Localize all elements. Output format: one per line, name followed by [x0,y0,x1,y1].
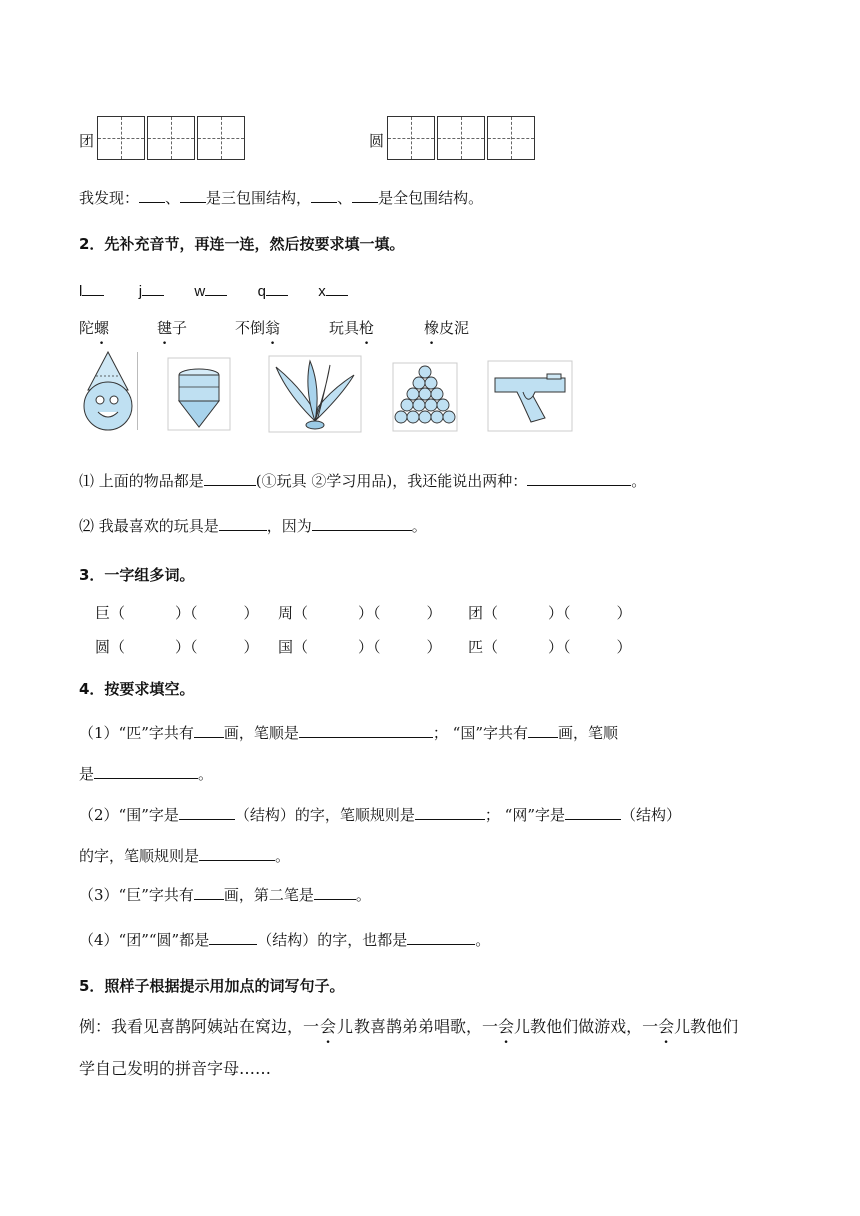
blank[interactable] [199,845,275,861]
blank[interactable] [194,722,224,738]
syllable-row [79,280,348,300]
grid-cell[interactable] [437,116,485,160]
grid-cell[interactable] [197,116,245,160]
blank[interactable] [352,187,378,203]
spinning-top-icon[interactable] [167,357,231,431]
section-2-title: 2．先补充音节，再连一连，然后按要求填一填。 [79,235,405,253]
discovery-line: 我发现： 、 是三包围结构， 、 是全包围结构。 [79,189,484,207]
word-group: 团（ ）（ ） [468,604,632,622]
toy-item[interactable]: 玩具枪 [329,319,375,337]
blank[interactable] [82,280,104,296]
grid-cell[interactable] [487,116,535,160]
example-sentence-cont: 学自己发明的拼音字母…… [79,1059,272,1078]
grid-cell[interactable] [387,116,435,160]
blank[interactable] [209,929,257,945]
toy-item[interactable]: 毽子 [157,319,188,337]
blank[interactable] [180,187,206,203]
question-4-1-cont: 是 。 [79,765,214,783]
syllable: w [194,283,206,300]
question-4-2-cont: 的字，笔顺规则是 。 [79,847,291,865]
blank[interactable] [311,187,337,203]
blank[interactable] [565,804,621,820]
question-4-4: （4）“团”“圆”都是 （结构）的字，也都是 。 [79,931,491,949]
blank[interactable] [205,280,227,296]
question-4-1: （1）“匹”字共有 画，笔顺是 ； “国”字共有 画，笔顺 [79,724,619,742]
section-4-title: 4．按要求填空。 [79,680,195,698]
blank[interactable] [312,515,412,531]
question-4-3: （3）“巨”字共有 画，第二笔是 。 [79,886,371,904]
toy-item[interactable]: 橡皮泥 [424,319,470,337]
question-2-2: ⑵ 我最喜欢的玩具是 ，因为 。 [79,517,427,535]
blank[interactable] [194,884,224,900]
blank[interactable] [219,515,267,531]
syllable: j [138,283,143,300]
blank[interactable] [139,187,165,203]
question-4-2: （2）“围”字是 （结构）的字，笔顺规则是 ； “网”字是 （结构） [79,806,682,824]
blank[interactable] [527,470,631,486]
grid-cell[interactable] [147,116,195,160]
blank[interactable] [179,804,235,820]
toy-item[interactable]: 陀螺 [79,319,110,337]
blank[interactable] [266,280,288,296]
writing-grid-tuan[interactable] [97,116,247,160]
word-group: 匹（ ）（ ） [468,638,632,656]
dotted-word: 一会儿 [482,1017,531,1036]
grid-char-yuan: 圆 [369,132,385,150]
blank[interactable] [326,280,348,296]
syllable: q [257,283,266,300]
clay-balls-icon[interactable] [392,362,458,432]
blank[interactable] [407,929,475,945]
section-3-title: 3．一字组多词。 [79,566,195,584]
question-2-1: ⑴ 上面的物品都是 (①玩具 ②学习用品)，我还能说出两种： 。 [79,472,647,490]
shuttlecock-icon[interactable] [268,355,362,433]
word-group: 周（ ）（ ） [278,604,442,622]
writing-grid-yuan[interactable] [387,116,537,160]
dotted-word: 一会儿 [642,1017,691,1036]
dotted-word: 一会儿 [303,1017,355,1036]
grid-char-tuan: 团 [79,132,95,150]
blank[interactable] [204,470,256,486]
blank[interactable] [314,884,356,900]
example-sentence: 例：我看见喜鹊阿姨站在窝边，一会儿教喜鹊弟弟唱歌，一会儿教他们做游戏，一会儿教他们 [79,1017,739,1036]
grid-cell[interactable] [97,116,145,160]
toy-gun-icon[interactable] [487,360,573,432]
syllable: l [79,283,83,300]
blank[interactable] [142,280,164,296]
divider [137,352,138,430]
toy-item[interactable]: 不倒翁 [235,319,281,337]
word-group: 国（ ）（ ） [278,638,442,656]
section-5-title: 5．照样子根据提示用加点的词写句子。 [79,977,345,995]
tumbler-doll-icon[interactable] [78,350,138,432]
syllable: x [318,283,326,300]
word-group: 圆（ ）（ ） [95,638,259,656]
blank[interactable] [528,722,558,738]
blank[interactable] [299,722,433,738]
blank[interactable] [415,804,485,820]
blank[interactable] [94,763,198,779]
word-group: 巨（ ）（ ） [95,604,259,622]
